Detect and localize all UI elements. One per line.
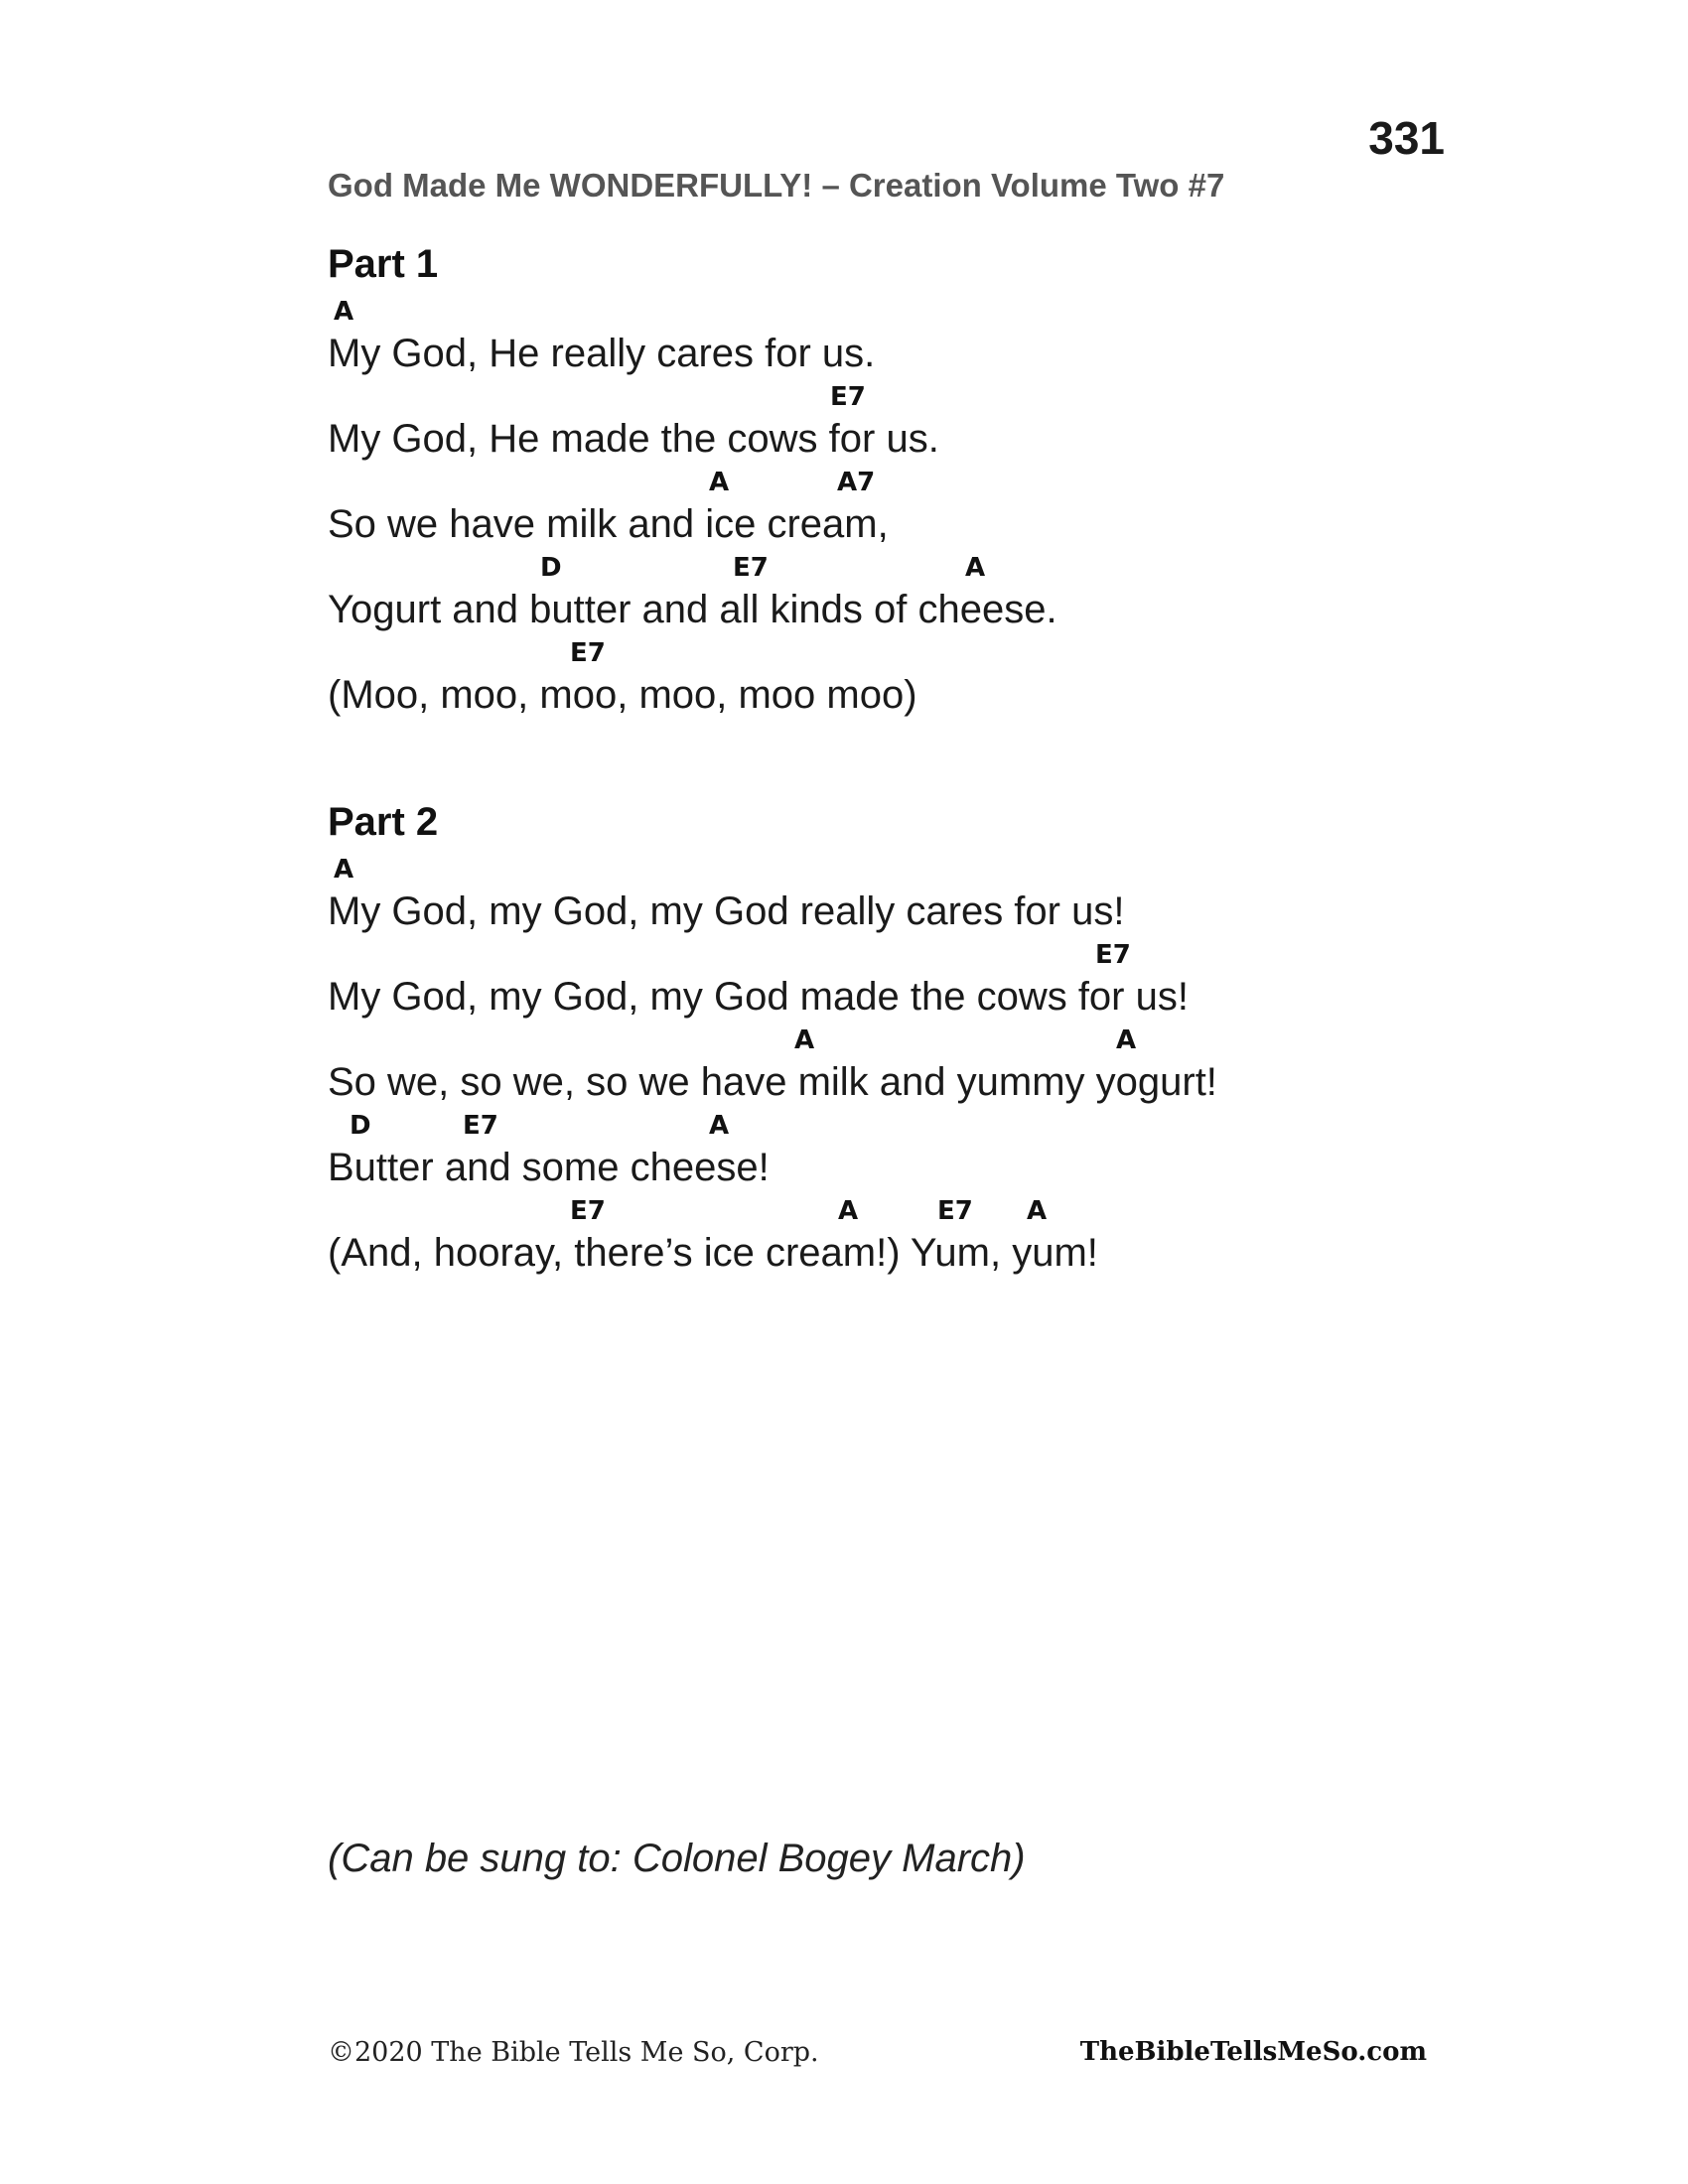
chord-row [328,297,1057,329]
song-line [328,382,1057,468]
chord-label: D [350,1111,371,1141]
song-line [328,1025,1217,1111]
chord-label: A [709,1111,730,1141]
song-title: God Made Me WONDERFULLY! – Creation Volume Two #7 [328,167,1225,204]
chord-row [328,638,1057,670]
chord-label: E7 [937,1196,973,1226]
song-line [328,940,1217,1025]
chord-label: A [1027,1196,1048,1226]
chord-label: A [1116,1025,1137,1055]
song-line [328,855,1217,940]
chord-label: A [794,1025,815,1055]
chord-label: E7 [830,382,866,412]
chord-label: A [334,297,354,327]
page-number: 331 [1368,112,1445,164]
chord-row [328,1196,1217,1228]
chord-row [328,855,1217,887]
lyric-line: My God, my God, my God made the cows for us! [328,975,1189,1019]
chord-row [328,1111,1217,1143]
part-1-heading: Part 1 [328,242,439,286]
song-line [328,553,1057,638]
part-2-section [328,800,1217,1282]
chord-label: D [540,553,562,583]
lyric-line: So we have milk and ice cream, [328,502,889,546]
lyric-line: My God, He made the cows for us. [328,417,939,461]
chord-label: E7 [733,553,769,583]
chord-row [328,553,1057,585]
website-link[interactable]: TheBibleTellsMeSo.com [1079,2037,1427,2067]
chord-label: E7 [570,638,606,668]
chord-label: A [709,468,730,497]
chord-label: A [965,553,986,583]
chord-label: A7 [837,468,876,497]
chord-label: E7 [1095,940,1131,970]
chord-label: A [334,855,354,885]
chord-label: A [838,1196,859,1226]
lyric-line: (And, hooray, there’s ice cream!) Yum, yum! [328,1231,1098,1275]
tune-note: (Can be sung to: Colonel Bogey March) [328,1837,1026,1880]
lyric-line: Butter and some cheese! [328,1146,770,1189]
song-line [328,1111,1217,1196]
chord-row [328,468,1057,499]
lyric-line: My God, He really cares for us. [328,332,876,375]
lyric-line: So we, so we, so we have milk and yummy yogurt! [328,1060,1217,1104]
song-line [328,1196,1217,1282]
chord-row [328,382,1057,414]
song-line [328,468,1057,553]
lyric-line: My God, my God, my God really cares for us! [328,889,1125,933]
song-line [328,638,1057,724]
part-1-section [328,242,1057,724]
chord-row [328,1025,1217,1057]
chord-row [328,940,1217,972]
copyright-notice: ©2020 The Bible Tells Me So, Corp. [328,2037,819,2068]
lyric-line: (Moo, moo, moo, moo, moo moo) [328,673,917,717]
chord-label: E7 [463,1111,498,1141]
song-line [328,297,1057,382]
lyric-line: Yogurt and butter and all kinds of cheese. [328,588,1057,631]
part-2-heading: Part 2 [328,800,439,844]
chord-label: E7 [570,1196,606,1226]
